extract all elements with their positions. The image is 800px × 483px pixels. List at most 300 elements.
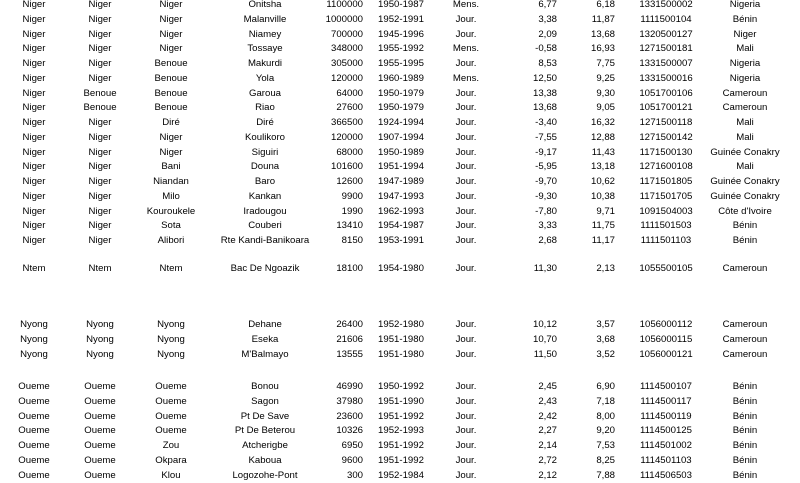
station-cell: Pt De Save <box>240 410 290 422</box>
period-cell: 1952-1980 <box>378 319 424 330</box>
basin-cell: Niger <box>22 205 46 217</box>
table-row <box>0 146 800 160</box>
basin-cell: Oueme <box>18 454 50 466</box>
period-cell: 1924-1994 <box>378 117 424 128</box>
area-cell: 6950 <box>341 440 363 451</box>
code-cell: 1091504003 <box>639 205 693 217</box>
latitude-cell: 11,17 <box>591 235 615 246</box>
code-cell: 1271600108 <box>639 161 693 173</box>
area-cell: 1000000 <box>325 13 363 25</box>
latitude-cell: 3,68 <box>596 333 615 345</box>
river-main-cell: Niger <box>88 220 112 232</box>
code-cell: 1271500181 <box>639 43 693 55</box>
table-row <box>0 219 800 233</box>
basin-cell: Oueme <box>18 425 50 437</box>
river-main-cell: Nyong <box>86 348 114 360</box>
period-cell: 1950-1979 <box>378 87 424 99</box>
country-cell: Guinée Conakry <box>710 190 780 202</box>
step-cell: Jour. <box>455 263 477 274</box>
river-main-cell: Niger <box>88 235 112 246</box>
basin-cell: Niger <box>22 220 46 232</box>
area-cell: 366500 <box>330 117 363 128</box>
code-cell: 1111501503 <box>640 220 692 232</box>
country-cell: Bénin <box>732 220 758 232</box>
basin-cell: Oueme <box>18 469 50 481</box>
station-cell: Rte Kandi-Banikoara <box>220 235 310 246</box>
longitude-cell: 10,12 <box>532 319 557 330</box>
period-cell: 1945-1996 <box>378 28 424 40</box>
table-row <box>0 348 800 362</box>
country-cell: Niger <box>733 28 757 40</box>
country-cell: Côte d'Ivoire <box>718 205 772 217</box>
table-row <box>0 42 800 56</box>
station-cell: Logozohe-Pont <box>232 469 298 481</box>
river-cell: Oueme <box>155 381 187 392</box>
period-cell: 1955-1995 <box>378 58 424 69</box>
latitude-cell: 6,18 <box>596 0 615 10</box>
table-row <box>0 87 800 101</box>
code-cell: 1056000112 <box>639 319 693 330</box>
latitude-cell: 7,75 <box>596 58 615 69</box>
area-cell: 700000 <box>330 28 363 40</box>
table-row <box>0 380 800 394</box>
table-row <box>0 262 800 276</box>
step-cell: Jour. <box>455 13 477 25</box>
station-cell: Sagon <box>251 395 279 407</box>
step-cell: Jour. <box>455 469 477 481</box>
table-row <box>0 318 800 332</box>
country-cell: Bénin <box>732 469 758 481</box>
river-main-cell: Nyong <box>86 333 114 345</box>
country-cell: Bénin <box>732 410 758 422</box>
period-cell: 1960-1989 <box>378 72 424 84</box>
station-cell: Diré <box>256 117 274 128</box>
period-cell: 1951-1990 <box>378 395 424 407</box>
country-cell: Cameroun <box>722 263 768 274</box>
code-cell: 1051700121 <box>639 102 693 114</box>
river-main-cell: Niger <box>88 58 112 69</box>
latitude-cell: 11,87 <box>591 13 615 25</box>
period-cell: 1955-1992 <box>378 43 424 55</box>
latitude-cell: 7,88 <box>596 469 615 481</box>
country-cell: Guinée Conakry <box>710 146 780 158</box>
table-row <box>0 72 800 86</box>
period-cell: 1962-1993 <box>378 205 424 217</box>
latitude-cell: 12,88 <box>590 131 615 143</box>
country-cell: Nigeria <box>729 72 761 84</box>
area-cell: 68000 <box>336 146 363 158</box>
river-cell: Zou <box>162 440 180 451</box>
area-cell: 27600 <box>336 102 363 114</box>
river-main-cell: Niger <box>88 0 112 10</box>
longitude-cell: 13,68 <box>532 102 557 114</box>
river-main-cell: Ntem <box>88 263 112 274</box>
step-cell: Jour. <box>455 440 477 451</box>
longitude-cell: 11,50 <box>533 348 557 360</box>
code-cell: 1171501805 <box>639 176 693 187</box>
river-cell: Nyong <box>157 348 185 360</box>
table-row <box>0 234 800 248</box>
longitude-cell: 13,38 <box>532 87 557 99</box>
period-cell: 1951-1994 <box>378 161 424 173</box>
river-main-cell: Nyong <box>86 319 114 330</box>
station-cell: Niamey <box>248 28 282 40</box>
longitude-cell: 11,30 <box>533 263 557 274</box>
longitude-cell: 12,50 <box>532 72 557 84</box>
code-cell: 1055500105 <box>639 263 693 274</box>
step-cell: Jour. <box>455 381 477 392</box>
code-cell: 1331500016 <box>639 72 693 84</box>
area-cell: 64000 <box>336 87 363 99</box>
longitude-cell: 8,53 <box>538 58 557 69</box>
area-cell: 1990 <box>341 205 363 217</box>
river-main-cell: Niger <box>88 190 112 202</box>
area-cell: 8150 <box>341 235 363 246</box>
basin-cell: Niger <box>22 102 46 114</box>
step-cell: Mens. <box>452 0 480 10</box>
station-cell: Siguiri <box>251 146 279 158</box>
code-cell: 1111501103 <box>640 235 692 246</box>
table-row <box>0 57 800 71</box>
latitude-cell: 3,52 <box>596 348 615 360</box>
area-cell: 9900 <box>341 190 363 202</box>
river-main-cell: Oueme <box>84 440 116 451</box>
river-cell: Bani <box>161 161 181 173</box>
river-cell: Alibori <box>157 235 185 246</box>
latitude-cell: 13,68 <box>590 28 615 40</box>
river-cell: Sota <box>161 220 181 232</box>
period-cell: 1951-1992 <box>378 410 424 422</box>
station-cell: Baro <box>254 176 276 187</box>
station-cell: Yola <box>255 72 275 84</box>
table-row <box>0 333 800 347</box>
river-cell: Klou <box>161 469 181 481</box>
code-cell: 1114500125 <box>640 425 692 437</box>
period-cell: 1950-1989 <box>378 146 424 158</box>
period-cell: 1950-1979 <box>378 102 424 114</box>
basin-cell: Niger <box>22 176 46 187</box>
river-main-cell: Oueme <box>84 425 116 437</box>
latitude-cell: 11,43 <box>591 146 615 158</box>
station-cell: Bac De Ngoazik <box>230 263 300 274</box>
longitude-cell: -3,40 <box>535 117 557 128</box>
river-main-cell: Niger <box>88 146 112 158</box>
step-cell: Jour. <box>455 454 477 466</box>
step-cell: Jour. <box>455 410 477 422</box>
step-cell: Jour. <box>455 205 477 217</box>
country-cell: Nigeria <box>729 0 761 10</box>
code-cell: 1114500107 <box>640 381 692 392</box>
station-cell: Douna <box>250 161 280 173</box>
river-main-cell: Niger <box>88 28 112 40</box>
longitude-cell: -9,17 <box>535 146 557 158</box>
area-cell: 120000 <box>330 72 363 84</box>
river-cell: Niger <box>159 0 183 10</box>
station-cell: Dehane <box>248 319 282 330</box>
country-cell: Bénin <box>732 425 758 437</box>
longitude-cell: 2,12 <box>538 469 557 481</box>
area-cell: 101600 <box>330 161 363 173</box>
basin-cell: Niger <box>22 28 46 40</box>
longitude-cell: -5,95 <box>535 161 557 173</box>
basin-cell: Nyong <box>20 348 48 360</box>
basin-cell: Oueme <box>18 395 50 407</box>
latitude-cell: 9,05 <box>596 102 615 114</box>
river-main-cell: Oueme <box>84 381 116 392</box>
latitude-cell: 16,32 <box>590 117 615 128</box>
period-cell: 1951-1992 <box>378 454 424 466</box>
period-cell: 1952-1993 <box>378 425 424 437</box>
basin-cell: Niger <box>22 72 46 84</box>
step-cell: Mens. <box>452 43 480 55</box>
basin-cell: Oueme <box>18 440 50 451</box>
code-cell: 1114501103 <box>640 454 692 466</box>
river-cell: Ntem <box>159 263 183 274</box>
longitude-cell: 2,72 <box>538 454 557 466</box>
country-cell: Nigeria <box>729 58 761 69</box>
basin-cell: Niger <box>22 43 46 55</box>
latitude-cell: 16,93 <box>590 43 615 55</box>
period-cell: 1952-1991 <box>378 13 424 25</box>
period-cell: 1952-1984 <box>378 469 424 481</box>
latitude-cell: 3,57 <box>596 319 615 330</box>
step-cell: Jour. <box>455 146 477 158</box>
step-cell: Jour. <box>455 161 477 173</box>
country-cell: Cameroun <box>722 102 768 114</box>
table-row <box>0 101 800 115</box>
station-cell: Iradougou <box>243 205 287 217</box>
basin-cell: Oueme <box>18 410 50 422</box>
longitude-cell: 6,77 <box>538 0 557 10</box>
table-row <box>0 28 800 42</box>
country-cell: Bénin <box>732 235 758 246</box>
area-cell: 12600 <box>336 176 363 187</box>
step-cell: Jour. <box>455 220 477 232</box>
basin-cell: Niger <box>22 161 46 173</box>
table-row <box>0 116 800 130</box>
area-cell: 305000 <box>330 58 363 69</box>
code-cell: 1056000115 <box>639 333 693 345</box>
table-row <box>0 175 800 189</box>
period-cell: 1951-1980 <box>378 348 424 360</box>
period-cell: 1953-1991 <box>378 235 424 246</box>
river-main-cell: Oueme <box>84 469 116 481</box>
country-cell: Bénin <box>732 454 758 466</box>
latitude-cell: 10,38 <box>590 190 615 202</box>
longitude-cell: 10,70 <box>532 333 557 345</box>
river-main-cell: Oueme <box>84 410 116 422</box>
longitude-cell: -9,30 <box>535 190 557 202</box>
table-row <box>0 424 800 438</box>
station-cell: Atcherigbe <box>242 440 288 451</box>
period-cell: 1954-1980 <box>378 263 424 274</box>
code-cell: 1111500104 <box>640 13 692 25</box>
step-cell: Jour. <box>455 117 477 128</box>
longitude-cell: 2,09 <box>538 28 557 40</box>
code-cell: 1171500130 <box>639 146 693 158</box>
table-row <box>0 395 800 409</box>
country-cell: Bénin <box>732 381 758 392</box>
station-cell: Onitsha <box>248 0 282 10</box>
table-row <box>0 160 800 174</box>
station-cell: Couberi <box>248 220 282 232</box>
basin-cell: Ntem <box>22 263 46 274</box>
area-cell: 13555 <box>336 348 363 360</box>
code-cell: 1056000121 <box>639 348 693 360</box>
area-cell: 300 <box>346 469 363 481</box>
river-main-cell: Niger <box>88 43 112 55</box>
river-main-cell: Oueme <box>84 454 116 466</box>
area-cell: 9600 <box>341 454 363 466</box>
river-cell: Benoue <box>154 87 188 99</box>
code-cell: 1114506503 <box>640 469 692 481</box>
longitude-cell: 2,45 <box>538 381 557 392</box>
period-cell: 1907-1994 <box>378 131 424 143</box>
basin-cell: Niger <box>22 190 46 202</box>
river-cell: Benoue <box>154 72 188 84</box>
station-cell: Kankan <box>248 190 282 202</box>
river-main-cell: Oueme <box>84 395 116 407</box>
country-cell: Mali <box>736 43 754 55</box>
latitude-cell: 9,20 <box>596 425 615 437</box>
longitude-cell: 3,38 <box>538 13 557 25</box>
country-cell: Cameroun <box>722 319 768 330</box>
river-main-cell: Niger <box>88 161 112 173</box>
river-cell: Oueme <box>155 410 187 422</box>
river-main-cell: Niger <box>88 72 112 84</box>
step-cell: Jour. <box>455 425 477 437</box>
latitude-cell: 9,25 <box>596 72 615 84</box>
step-cell: Jour. <box>455 348 477 360</box>
longitude-cell: 2,27 <box>538 425 557 437</box>
latitude-cell: 6,90 <box>596 381 615 392</box>
river-cell: Niger <box>159 131 183 143</box>
river-cell: Kouroukele <box>146 205 196 217</box>
country-cell: Mali <box>736 161 754 173</box>
area-cell: 18100 <box>336 263 363 274</box>
table-row <box>0 454 800 468</box>
station-cell: Koulikoro <box>245 131 285 143</box>
code-cell: 1114500117 <box>640 395 692 407</box>
step-cell: Jour. <box>455 131 477 143</box>
area-cell: 348000 <box>330 43 363 55</box>
river-cell: Milo <box>162 190 180 202</box>
basin-cell: Niger <box>22 87 46 99</box>
country-cell: Bénin <box>732 440 758 451</box>
latitude-cell: 8,25 <box>596 454 615 466</box>
area-cell: 26400 <box>336 319 363 330</box>
longitude-cell: -7,55 <box>535 131 557 143</box>
longitude-cell: 2,42 <box>538 410 557 422</box>
river-main-cell: Niger <box>88 205 112 217</box>
station-cell: Tossaye <box>247 43 283 55</box>
basin-cell: Niger <box>22 13 46 25</box>
step-cell: Jour. <box>455 176 477 187</box>
area-cell: 13410 <box>336 220 363 232</box>
basin-cell: Nyong <box>20 333 48 345</box>
table-row <box>0 469 800 483</box>
river-cell: Diré <box>162 117 180 128</box>
latitude-cell: 13,18 <box>590 161 615 173</box>
station-cell: Malanville <box>243 13 287 25</box>
code-cell: 1320500127 <box>639 28 693 40</box>
code-cell: 1271500118 <box>639 117 693 128</box>
table-row <box>0 0 800 12</box>
area-cell: 120000 <box>330 131 363 143</box>
period-cell: 1951-1992 <box>378 440 424 451</box>
step-cell: Mens. <box>452 72 480 84</box>
area-cell: 1100000 <box>326 0 363 10</box>
code-cell: 1114501002 <box>640 440 692 451</box>
longitude-cell: 2,43 <box>538 395 557 407</box>
step-cell: Jour. <box>455 319 477 330</box>
longitude-cell: -7,80 <box>535 205 557 217</box>
river-cell: Okpara <box>155 454 187 466</box>
longitude-cell: 3,33 <box>538 220 557 232</box>
step-cell: Jour. <box>455 28 477 40</box>
table-row <box>0 190 800 204</box>
table-row <box>0 439 800 453</box>
step-cell: Jour. <box>455 102 477 114</box>
area-cell: 46990 <box>336 381 363 392</box>
longitude-cell: -0,58 <box>535 43 557 55</box>
latitude-cell: 9,30 <box>596 87 615 99</box>
code-cell: 1171501705 <box>639 190 693 202</box>
latitude-cell: 9,71 <box>596 205 615 217</box>
basin-cell: Niger <box>22 235 46 246</box>
table-row <box>0 410 800 424</box>
river-cell: Oueme <box>155 395 187 407</box>
latitude-cell: 8,00 <box>596 410 615 422</box>
code-cell: 1051700106 <box>639 87 693 99</box>
river-main-cell: Niger <box>88 117 112 128</box>
code-cell: 1271500142 <box>639 131 693 143</box>
country-cell: Cameroun <box>722 333 768 345</box>
latitude-cell: 7,18 <box>596 395 615 407</box>
basin-cell: Niger <box>22 58 46 69</box>
step-cell: Jour. <box>455 235 477 246</box>
step-cell: Jour. <box>455 333 477 345</box>
longitude-cell: 2,68 <box>538 235 557 246</box>
area-cell: 23600 <box>336 410 363 422</box>
area-cell: 10326 <box>336 425 363 437</box>
table-row <box>0 205 800 219</box>
station-cell: Garoua <box>249 87 281 99</box>
river-main-cell: Niger <box>88 131 112 143</box>
step-cell: Jour. <box>455 395 477 407</box>
period-cell: 1947-1993 <box>378 190 424 202</box>
country-cell: Mali <box>736 131 754 143</box>
river-cell: Niger <box>159 146 183 158</box>
period-cell: 1950-1992 <box>378 381 424 392</box>
table-row <box>0 131 800 145</box>
area-cell: 21606 <box>336 333 363 345</box>
station-cell: M'Balmayo <box>241 348 289 360</box>
country-cell: Mali <box>736 117 754 128</box>
code-cell: 1331500007 <box>639 58 693 69</box>
area-cell: 37980 <box>336 395 363 407</box>
basin-cell: Niger <box>22 117 46 128</box>
step-cell: Jour. <box>455 190 477 202</box>
river-cell: Niandan <box>153 176 189 187</box>
river-cell: Nyong <box>157 319 185 330</box>
country-cell: Guinée Conakry <box>710 176 780 187</box>
station-cell: Kaboua <box>248 454 282 466</box>
station-cell: Riao <box>255 102 275 114</box>
river-cell: Niger <box>159 43 183 55</box>
code-cell: 1331500002 <box>639 0 693 10</box>
river-main-cell: Benoue <box>83 87 117 99</box>
